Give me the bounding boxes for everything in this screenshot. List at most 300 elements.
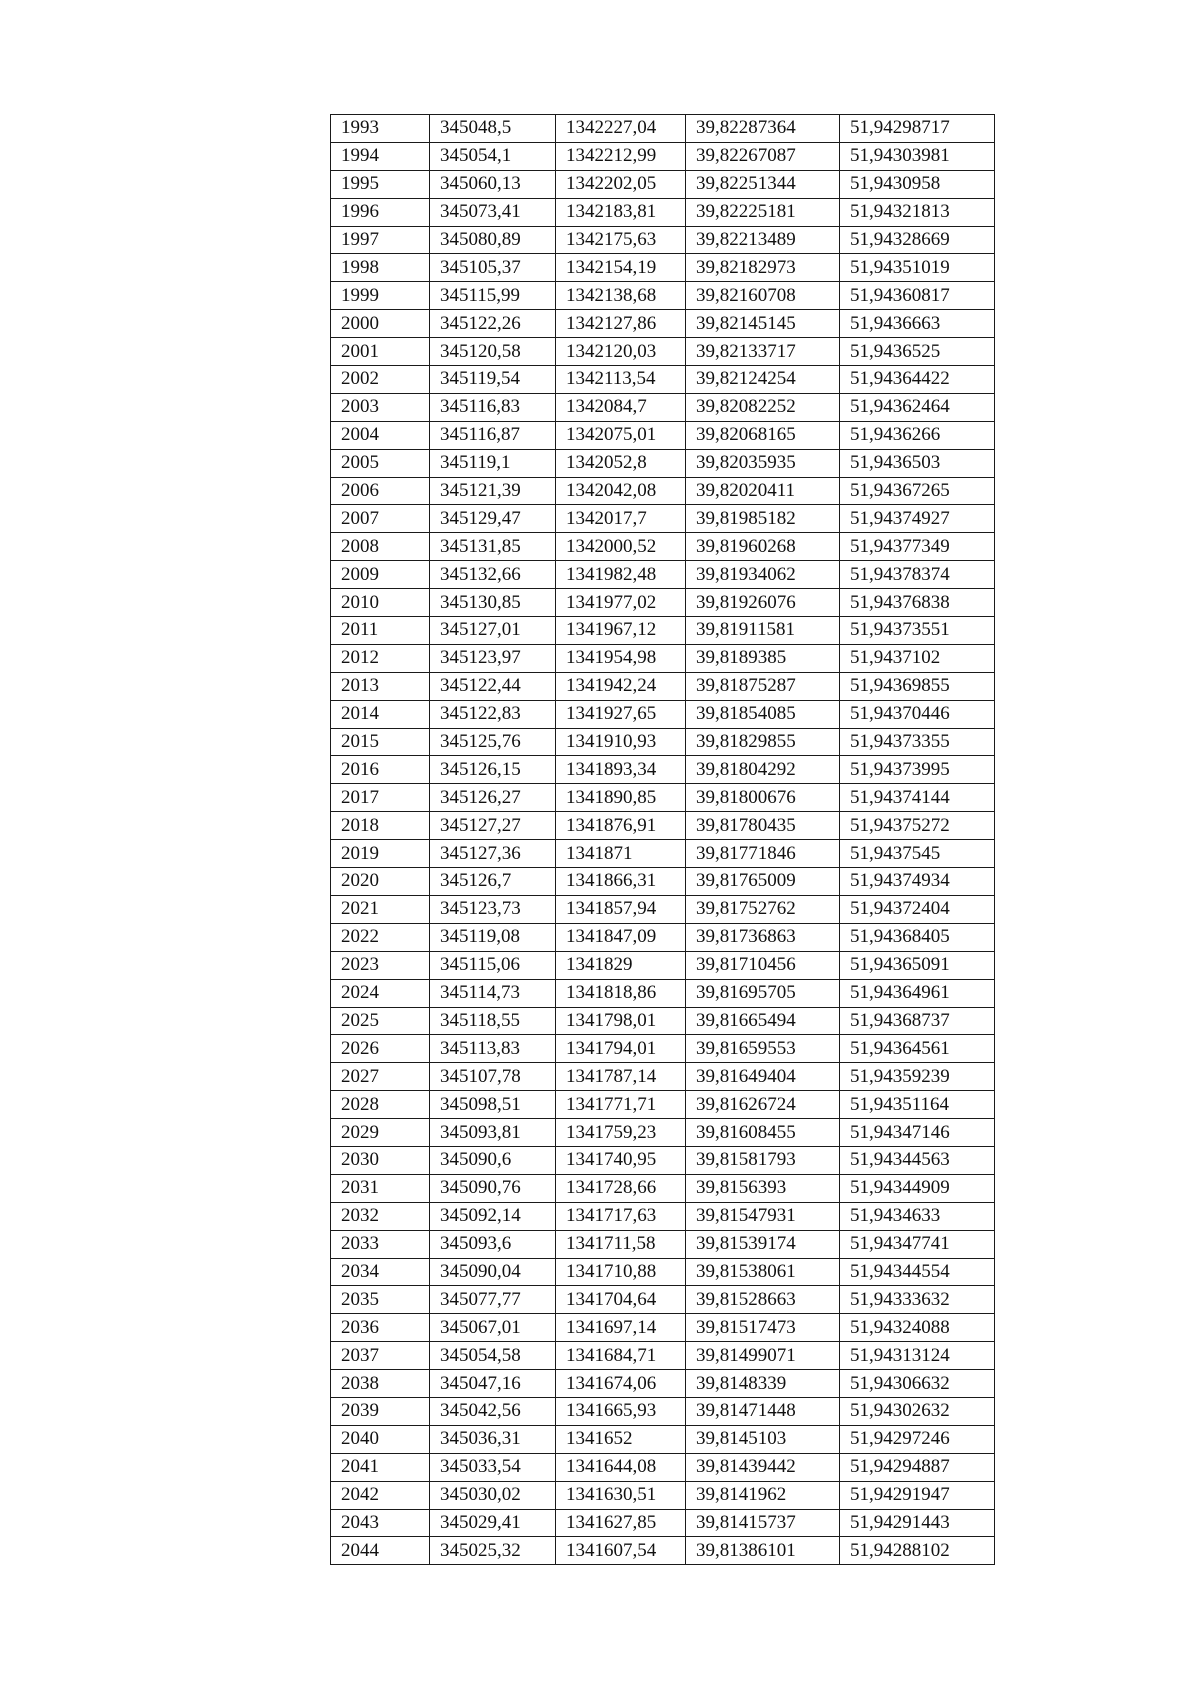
latitude-cell: 39,81415737 bbox=[686, 1509, 840, 1537]
longitude-cell: 51,94362464 bbox=[840, 393, 995, 421]
latitude-cell: 39,8189385 bbox=[686, 644, 840, 672]
point-number-cell: 2041 bbox=[331, 1453, 430, 1481]
latitude-cell: 39,82124254 bbox=[686, 366, 840, 394]
x-coordinate-cell: 345120,58 bbox=[430, 338, 556, 366]
y-coordinate-cell: 1341607,54 bbox=[556, 1537, 686, 1565]
x-coordinate-cell: 345127,01 bbox=[430, 617, 556, 645]
x-coordinate-cell: 345093,81 bbox=[430, 1119, 556, 1147]
table-row bbox=[331, 198, 995, 226]
y-coordinate-cell: 1341866,31 bbox=[556, 868, 686, 896]
longitude-cell: 51,94303981 bbox=[840, 142, 995, 170]
y-coordinate-cell: 1341665,93 bbox=[556, 1397, 686, 1425]
longitude-cell: 51,94351164 bbox=[840, 1091, 995, 1119]
latitude-cell: 39,8141962 bbox=[686, 1481, 840, 1509]
y-coordinate-cell: 1341967,12 bbox=[556, 617, 686, 645]
y-coordinate-cell: 1341847,09 bbox=[556, 923, 686, 951]
x-coordinate-cell: 345090,76 bbox=[430, 1174, 556, 1202]
point-number-cell: 2013 bbox=[331, 672, 430, 700]
table-row bbox=[331, 812, 995, 840]
longitude-cell: 51,94306632 bbox=[840, 1370, 995, 1398]
table-row bbox=[331, 617, 995, 645]
x-coordinate-cell: 345125,76 bbox=[430, 728, 556, 756]
x-coordinate-cell: 345130,85 bbox=[430, 589, 556, 617]
longitude-cell: 51,94368405 bbox=[840, 923, 995, 951]
x-coordinate-cell: 345123,73 bbox=[430, 895, 556, 923]
x-coordinate-cell: 345092,14 bbox=[430, 1202, 556, 1230]
y-coordinate-cell: 1342042,08 bbox=[556, 477, 686, 505]
x-coordinate-cell: 345036,31 bbox=[430, 1425, 556, 1453]
latitude-cell: 39,8145103 bbox=[686, 1425, 840, 1453]
longitude-cell: 51,94351019 bbox=[840, 254, 995, 282]
latitude-cell: 39,81608455 bbox=[686, 1119, 840, 1147]
latitude-cell: 39,81875287 bbox=[686, 672, 840, 700]
x-coordinate-cell: 345107,78 bbox=[430, 1063, 556, 1091]
latitude-cell: 39,82145145 bbox=[686, 310, 840, 338]
point-number-cell: 1999 bbox=[331, 282, 430, 310]
longitude-cell: 51,94297246 bbox=[840, 1425, 995, 1453]
latitude-cell: 39,82133717 bbox=[686, 338, 840, 366]
longitude-cell: 51,94344909 bbox=[840, 1174, 995, 1202]
x-coordinate-cell: 345090,6 bbox=[430, 1146, 556, 1174]
x-coordinate-cell: 345077,77 bbox=[430, 1286, 556, 1314]
longitude-cell: 51,94374927 bbox=[840, 505, 995, 533]
y-coordinate-cell: 1341759,23 bbox=[556, 1119, 686, 1147]
x-coordinate-cell: 345073,41 bbox=[430, 198, 556, 226]
point-number-cell: 2014 bbox=[331, 700, 430, 728]
point-number-cell: 2033 bbox=[331, 1230, 430, 1258]
table-row bbox=[331, 589, 995, 617]
point-number-cell: 1995 bbox=[331, 170, 430, 198]
longitude-cell: 51,94374934 bbox=[840, 868, 995, 896]
point-number-cell: 2044 bbox=[331, 1537, 430, 1565]
longitude-cell: 51,9436266 bbox=[840, 421, 995, 449]
x-coordinate-cell: 345119,54 bbox=[430, 366, 556, 394]
point-number-cell: 2039 bbox=[331, 1397, 430, 1425]
x-coordinate-cell: 345116,87 bbox=[430, 421, 556, 449]
table-row bbox=[331, 1509, 995, 1537]
x-coordinate-cell: 345029,41 bbox=[430, 1509, 556, 1537]
table-row bbox=[331, 979, 995, 1007]
longitude-cell: 51,94373355 bbox=[840, 728, 995, 756]
table-row bbox=[331, 784, 995, 812]
point-number-cell: 2021 bbox=[331, 895, 430, 923]
longitude-cell: 51,9436503 bbox=[840, 449, 995, 477]
point-number-cell: 2016 bbox=[331, 756, 430, 784]
y-coordinate-cell: 1342212,99 bbox=[556, 142, 686, 170]
x-coordinate-cell: 345127,27 bbox=[430, 812, 556, 840]
point-number-cell: 2036 bbox=[331, 1314, 430, 1342]
longitude-cell: 51,94373551 bbox=[840, 617, 995, 645]
y-coordinate-cell: 1342127,86 bbox=[556, 310, 686, 338]
table-row bbox=[331, 1481, 995, 1509]
y-coordinate-cell: 1341910,93 bbox=[556, 728, 686, 756]
y-coordinate-cell: 1342084,7 bbox=[556, 393, 686, 421]
table-row bbox=[331, 366, 995, 394]
latitude-cell: 39,81911581 bbox=[686, 617, 840, 645]
y-coordinate-cell: 1342017,7 bbox=[556, 505, 686, 533]
x-coordinate-cell: 345122,83 bbox=[430, 700, 556, 728]
latitude-cell: 39,8148339 bbox=[686, 1370, 840, 1398]
y-coordinate-cell: 1341644,08 bbox=[556, 1453, 686, 1481]
point-number-cell: 2024 bbox=[331, 979, 430, 1007]
longitude-cell: 51,94372404 bbox=[840, 895, 995, 923]
table-row bbox=[331, 449, 995, 477]
y-coordinate-cell: 1341704,64 bbox=[556, 1286, 686, 1314]
x-coordinate-cell: 345122,26 bbox=[430, 310, 556, 338]
x-coordinate-cell: 345098,51 bbox=[430, 1091, 556, 1119]
y-coordinate-cell: 1341942,24 bbox=[556, 672, 686, 700]
point-number-cell: 2038 bbox=[331, 1370, 430, 1398]
point-number-cell: 2017 bbox=[331, 784, 430, 812]
latitude-cell: 39,81626724 bbox=[686, 1091, 840, 1119]
latitude-cell: 39,81517473 bbox=[686, 1314, 840, 1342]
longitude-cell: 51,94328669 bbox=[840, 226, 995, 254]
y-coordinate-cell: 1341982,48 bbox=[556, 561, 686, 589]
longitude-cell: 51,94376838 bbox=[840, 589, 995, 617]
longitude-cell: 51,94302632 bbox=[840, 1397, 995, 1425]
table-row bbox=[331, 895, 995, 923]
latitude-cell: 39,81695705 bbox=[686, 979, 840, 1007]
latitude-cell: 39,82035935 bbox=[686, 449, 840, 477]
latitude-cell: 39,81499071 bbox=[686, 1342, 840, 1370]
latitude-cell: 39,82225181 bbox=[686, 198, 840, 226]
table-row bbox=[331, 1091, 995, 1119]
longitude-cell: 51,94321813 bbox=[840, 198, 995, 226]
x-coordinate-cell: 345080,89 bbox=[430, 226, 556, 254]
x-coordinate-cell: 345121,39 bbox=[430, 477, 556, 505]
y-coordinate-cell: 1341652 bbox=[556, 1425, 686, 1453]
point-number-cell: 2028 bbox=[331, 1091, 430, 1119]
longitude-cell: 51,94344563 bbox=[840, 1146, 995, 1174]
longitude-cell: 51,94369855 bbox=[840, 672, 995, 700]
x-coordinate-cell: 345054,58 bbox=[430, 1342, 556, 1370]
x-coordinate-cell: 345119,08 bbox=[430, 923, 556, 951]
longitude-cell: 51,94291947 bbox=[840, 1481, 995, 1509]
latitude-cell: 39,81581793 bbox=[686, 1146, 840, 1174]
x-coordinate-cell: 345042,56 bbox=[430, 1397, 556, 1425]
table-row bbox=[331, 923, 995, 951]
table-row bbox=[331, 1453, 995, 1481]
x-coordinate-cell: 345030,02 bbox=[430, 1481, 556, 1509]
x-coordinate-cell: 345067,01 bbox=[430, 1314, 556, 1342]
point-number-cell: 2019 bbox=[331, 840, 430, 868]
latitude-cell: 39,81829855 bbox=[686, 728, 840, 756]
table-row bbox=[331, 254, 995, 282]
y-coordinate-cell: 1341728,66 bbox=[556, 1174, 686, 1202]
latitude-cell: 39,81752762 bbox=[686, 895, 840, 923]
longitude-cell: 51,94378374 bbox=[840, 561, 995, 589]
longitude-cell: 51,94364561 bbox=[840, 1035, 995, 1063]
x-coordinate-cell: 345033,54 bbox=[430, 1453, 556, 1481]
table-row bbox=[331, 393, 995, 421]
x-coordinate-cell: 345126,15 bbox=[430, 756, 556, 784]
y-coordinate-cell: 1342113,54 bbox=[556, 366, 686, 394]
latitude-cell: 39,81934062 bbox=[686, 561, 840, 589]
point-number-cell: 2022 bbox=[331, 923, 430, 951]
y-coordinate-cell: 1341794,01 bbox=[556, 1035, 686, 1063]
table-row bbox=[331, 1035, 995, 1063]
latitude-cell: 39,82182973 bbox=[686, 254, 840, 282]
point-number-cell: 2023 bbox=[331, 951, 430, 979]
y-coordinate-cell: 1341711,58 bbox=[556, 1230, 686, 1258]
table-row bbox=[331, 672, 995, 700]
longitude-cell: 51,94347146 bbox=[840, 1119, 995, 1147]
y-coordinate-cell: 1341684,71 bbox=[556, 1342, 686, 1370]
y-coordinate-cell: 1342175,63 bbox=[556, 226, 686, 254]
table-row bbox=[331, 1174, 995, 1202]
y-coordinate-cell: 1341710,88 bbox=[556, 1258, 686, 1286]
x-coordinate-cell: 345047,16 bbox=[430, 1370, 556, 1398]
x-coordinate-cell: 345093,6 bbox=[430, 1230, 556, 1258]
y-coordinate-cell: 1341798,01 bbox=[556, 1007, 686, 1035]
table-row bbox=[331, 561, 995, 589]
point-number-cell: 2042 bbox=[331, 1481, 430, 1509]
latitude-cell: 39,82160708 bbox=[686, 282, 840, 310]
point-number-cell: 2040 bbox=[331, 1425, 430, 1453]
point-number-cell: 2029 bbox=[331, 1119, 430, 1147]
longitude-cell: 51,9436663 bbox=[840, 310, 995, 338]
table-row bbox=[331, 1537, 995, 1565]
table-row bbox=[331, 868, 995, 896]
point-number-cell: 2012 bbox=[331, 644, 430, 672]
point-number-cell: 2025 bbox=[331, 1007, 430, 1035]
longitude-cell: 51,94364422 bbox=[840, 366, 995, 394]
y-coordinate-cell: 1341674,06 bbox=[556, 1370, 686, 1398]
table-row bbox=[331, 1314, 995, 1342]
y-coordinate-cell: 1341787,14 bbox=[556, 1063, 686, 1091]
latitude-cell: 39,82267087 bbox=[686, 142, 840, 170]
point-number-cell: 2001 bbox=[331, 338, 430, 366]
longitude-cell: 51,9430958 bbox=[840, 170, 995, 198]
table-row bbox=[331, 728, 995, 756]
table-row bbox=[331, 1397, 995, 1425]
table-row bbox=[331, 282, 995, 310]
y-coordinate-cell: 1341890,85 bbox=[556, 784, 686, 812]
table-row bbox=[331, 1063, 995, 1091]
longitude-cell: 51,94360817 bbox=[840, 282, 995, 310]
point-number-cell: 2002 bbox=[331, 366, 430, 394]
point-number-cell: 2006 bbox=[331, 477, 430, 505]
point-number-cell: 2003 bbox=[331, 393, 430, 421]
table-row bbox=[331, 700, 995, 728]
x-coordinate-cell: 345122,44 bbox=[430, 672, 556, 700]
y-coordinate-cell: 1341829 bbox=[556, 951, 686, 979]
point-number-cell: 2030 bbox=[331, 1146, 430, 1174]
table-row bbox=[331, 1286, 995, 1314]
x-coordinate-cell: 345115,06 bbox=[430, 951, 556, 979]
x-coordinate-cell: 345126,7 bbox=[430, 868, 556, 896]
longitude-cell: 51,94298717 bbox=[840, 115, 995, 143]
x-coordinate-cell: 345131,85 bbox=[430, 533, 556, 561]
table-row bbox=[331, 170, 995, 198]
latitude-cell: 39,81736863 bbox=[686, 923, 840, 951]
latitude-cell: 39,8156393 bbox=[686, 1174, 840, 1202]
latitude-cell: 39,81800676 bbox=[686, 784, 840, 812]
point-number-cell: 2005 bbox=[331, 449, 430, 477]
y-coordinate-cell: 1341627,85 bbox=[556, 1509, 686, 1537]
point-number-cell: 2004 bbox=[331, 421, 430, 449]
point-number-cell: 2007 bbox=[331, 505, 430, 533]
latitude-cell: 39,81439442 bbox=[686, 1453, 840, 1481]
longitude-cell: 51,94324088 bbox=[840, 1314, 995, 1342]
x-coordinate-cell: 345090,04 bbox=[430, 1258, 556, 1286]
y-coordinate-cell: 1341857,94 bbox=[556, 895, 686, 923]
latitude-cell: 39,81765009 bbox=[686, 868, 840, 896]
longitude-cell: 51,94377349 bbox=[840, 533, 995, 561]
table-body bbox=[331, 115, 995, 1565]
longitude-cell: 51,9437545 bbox=[840, 840, 995, 868]
latitude-cell: 39,81854085 bbox=[686, 700, 840, 728]
y-coordinate-cell: 1341818,86 bbox=[556, 979, 686, 1007]
x-coordinate-cell: 345132,66 bbox=[430, 561, 556, 589]
table-row bbox=[331, 1342, 995, 1370]
point-number-cell: 1994 bbox=[331, 142, 430, 170]
x-coordinate-cell: 345060,13 bbox=[430, 170, 556, 198]
x-coordinate-cell: 345116,83 bbox=[430, 393, 556, 421]
coordinate-table bbox=[330, 114, 995, 1565]
latitude-cell: 39,82020411 bbox=[686, 477, 840, 505]
y-coordinate-cell: 1342154,19 bbox=[556, 254, 686, 282]
y-coordinate-cell: 1341876,91 bbox=[556, 812, 686, 840]
latitude-cell: 39,81659553 bbox=[686, 1035, 840, 1063]
latitude-cell: 39,81528663 bbox=[686, 1286, 840, 1314]
point-number-cell: 2027 bbox=[331, 1063, 430, 1091]
latitude-cell: 39,82251344 bbox=[686, 170, 840, 198]
table-row bbox=[331, 477, 995, 505]
longitude-cell: 51,94344554 bbox=[840, 1258, 995, 1286]
longitude-cell: 51,94294887 bbox=[840, 1453, 995, 1481]
longitude-cell: 51,94313124 bbox=[840, 1342, 995, 1370]
longitude-cell: 51,94370446 bbox=[840, 700, 995, 728]
table-row bbox=[331, 1119, 995, 1147]
longitude-cell: 51,94291443 bbox=[840, 1509, 995, 1537]
table-row bbox=[331, 756, 995, 784]
y-coordinate-cell: 1341954,98 bbox=[556, 644, 686, 672]
latitude-cell: 39,81547931 bbox=[686, 1202, 840, 1230]
longitude-cell: 51,9436525 bbox=[840, 338, 995, 366]
x-coordinate-cell: 345054,1 bbox=[430, 142, 556, 170]
y-coordinate-cell: 1341771,71 bbox=[556, 1091, 686, 1119]
point-number-cell: 2043 bbox=[331, 1509, 430, 1537]
point-number-cell: 2034 bbox=[331, 1258, 430, 1286]
y-coordinate-cell: 1341630,51 bbox=[556, 1481, 686, 1509]
table-row bbox=[331, 310, 995, 338]
longitude-cell: 51,94359239 bbox=[840, 1063, 995, 1091]
y-coordinate-cell: 1342227,04 bbox=[556, 115, 686, 143]
y-coordinate-cell: 1342183,81 bbox=[556, 198, 686, 226]
point-number-cell: 2035 bbox=[331, 1286, 430, 1314]
x-coordinate-cell: 345025,32 bbox=[430, 1537, 556, 1565]
table-row bbox=[331, 1258, 995, 1286]
longitude-cell: 51,94333632 bbox=[840, 1286, 995, 1314]
point-number-cell: 2015 bbox=[331, 728, 430, 756]
y-coordinate-cell: 1341927,65 bbox=[556, 700, 686, 728]
y-coordinate-cell: 1342075,01 bbox=[556, 421, 686, 449]
longitude-cell: 51,94368737 bbox=[840, 1007, 995, 1035]
latitude-cell: 39,82082252 bbox=[686, 393, 840, 421]
latitude-cell: 39,81471448 bbox=[686, 1397, 840, 1425]
longitude-cell: 51,94373995 bbox=[840, 756, 995, 784]
x-coordinate-cell: 345105,37 bbox=[430, 254, 556, 282]
point-number-cell: 2011 bbox=[331, 617, 430, 645]
longitude-cell: 51,94288102 bbox=[840, 1537, 995, 1565]
longitude-cell: 51,94367265 bbox=[840, 477, 995, 505]
point-number-cell: 2008 bbox=[331, 533, 430, 561]
x-coordinate-cell: 345114,73 bbox=[430, 979, 556, 1007]
y-coordinate-cell: 1342138,68 bbox=[556, 282, 686, 310]
x-coordinate-cell: 345123,97 bbox=[430, 644, 556, 672]
point-number-cell: 2020 bbox=[331, 868, 430, 896]
point-number-cell: 1993 bbox=[331, 115, 430, 143]
longitude-cell: 51,94365091 bbox=[840, 951, 995, 979]
table-row bbox=[331, 533, 995, 561]
y-coordinate-cell: 1341717,63 bbox=[556, 1202, 686, 1230]
table-row bbox=[331, 1202, 995, 1230]
table-row bbox=[331, 1230, 995, 1258]
table-row bbox=[331, 115, 995, 143]
table-row bbox=[331, 1146, 995, 1174]
point-number-cell: 2026 bbox=[331, 1035, 430, 1063]
latitude-cell: 39,81771846 bbox=[686, 840, 840, 868]
point-number-cell: 2010 bbox=[331, 589, 430, 617]
table-row bbox=[331, 840, 995, 868]
point-number-cell: 1997 bbox=[331, 226, 430, 254]
point-number-cell: 1996 bbox=[331, 198, 430, 226]
latitude-cell: 39,81804292 bbox=[686, 756, 840, 784]
longitude-cell: 51,94347741 bbox=[840, 1230, 995, 1258]
latitude-cell: 39,81538061 bbox=[686, 1258, 840, 1286]
point-number-cell: 2018 bbox=[331, 812, 430, 840]
x-coordinate-cell: 345048,5 bbox=[430, 115, 556, 143]
table-row bbox=[331, 1370, 995, 1398]
x-coordinate-cell: 345129,47 bbox=[430, 505, 556, 533]
table-row bbox=[331, 951, 995, 979]
latitude-cell: 39,82287364 bbox=[686, 115, 840, 143]
latitude-cell: 39,81926076 bbox=[686, 589, 840, 617]
latitude-cell: 39,81665494 bbox=[686, 1007, 840, 1035]
table-row bbox=[331, 1007, 995, 1035]
x-coordinate-cell: 345113,83 bbox=[430, 1035, 556, 1063]
point-number-cell: 2009 bbox=[331, 561, 430, 589]
longitude-cell: 51,94375272 bbox=[840, 812, 995, 840]
x-coordinate-cell: 345127,36 bbox=[430, 840, 556, 868]
y-coordinate-cell: 1341977,02 bbox=[556, 589, 686, 617]
y-coordinate-cell: 1341893,34 bbox=[556, 756, 686, 784]
table-row bbox=[331, 338, 995, 366]
table-row bbox=[331, 421, 995, 449]
latitude-cell: 39,81386101 bbox=[686, 1537, 840, 1565]
latitude-cell: 39,81539174 bbox=[686, 1230, 840, 1258]
y-coordinate-cell: 1342000,52 bbox=[556, 533, 686, 561]
longitude-cell: 51,9437102 bbox=[840, 644, 995, 672]
table-row bbox=[331, 505, 995, 533]
y-coordinate-cell: 1342120,03 bbox=[556, 338, 686, 366]
y-coordinate-cell: 1341697,14 bbox=[556, 1314, 686, 1342]
latitude-cell: 39,81985182 bbox=[686, 505, 840, 533]
x-coordinate-cell: 345115,99 bbox=[430, 282, 556, 310]
latitude-cell: 39,81780435 bbox=[686, 812, 840, 840]
table-row bbox=[331, 226, 995, 254]
x-coordinate-cell: 345126,27 bbox=[430, 784, 556, 812]
point-number-cell: 1998 bbox=[331, 254, 430, 282]
longitude-cell: 51,94374144 bbox=[840, 784, 995, 812]
latitude-cell: 39,82068165 bbox=[686, 421, 840, 449]
y-coordinate-cell: 1341871 bbox=[556, 840, 686, 868]
latitude-cell: 39,81710456 bbox=[686, 951, 840, 979]
y-coordinate-cell: 1342202,05 bbox=[556, 170, 686, 198]
x-coordinate-cell: 345119,1 bbox=[430, 449, 556, 477]
latitude-cell: 39,82213489 bbox=[686, 226, 840, 254]
